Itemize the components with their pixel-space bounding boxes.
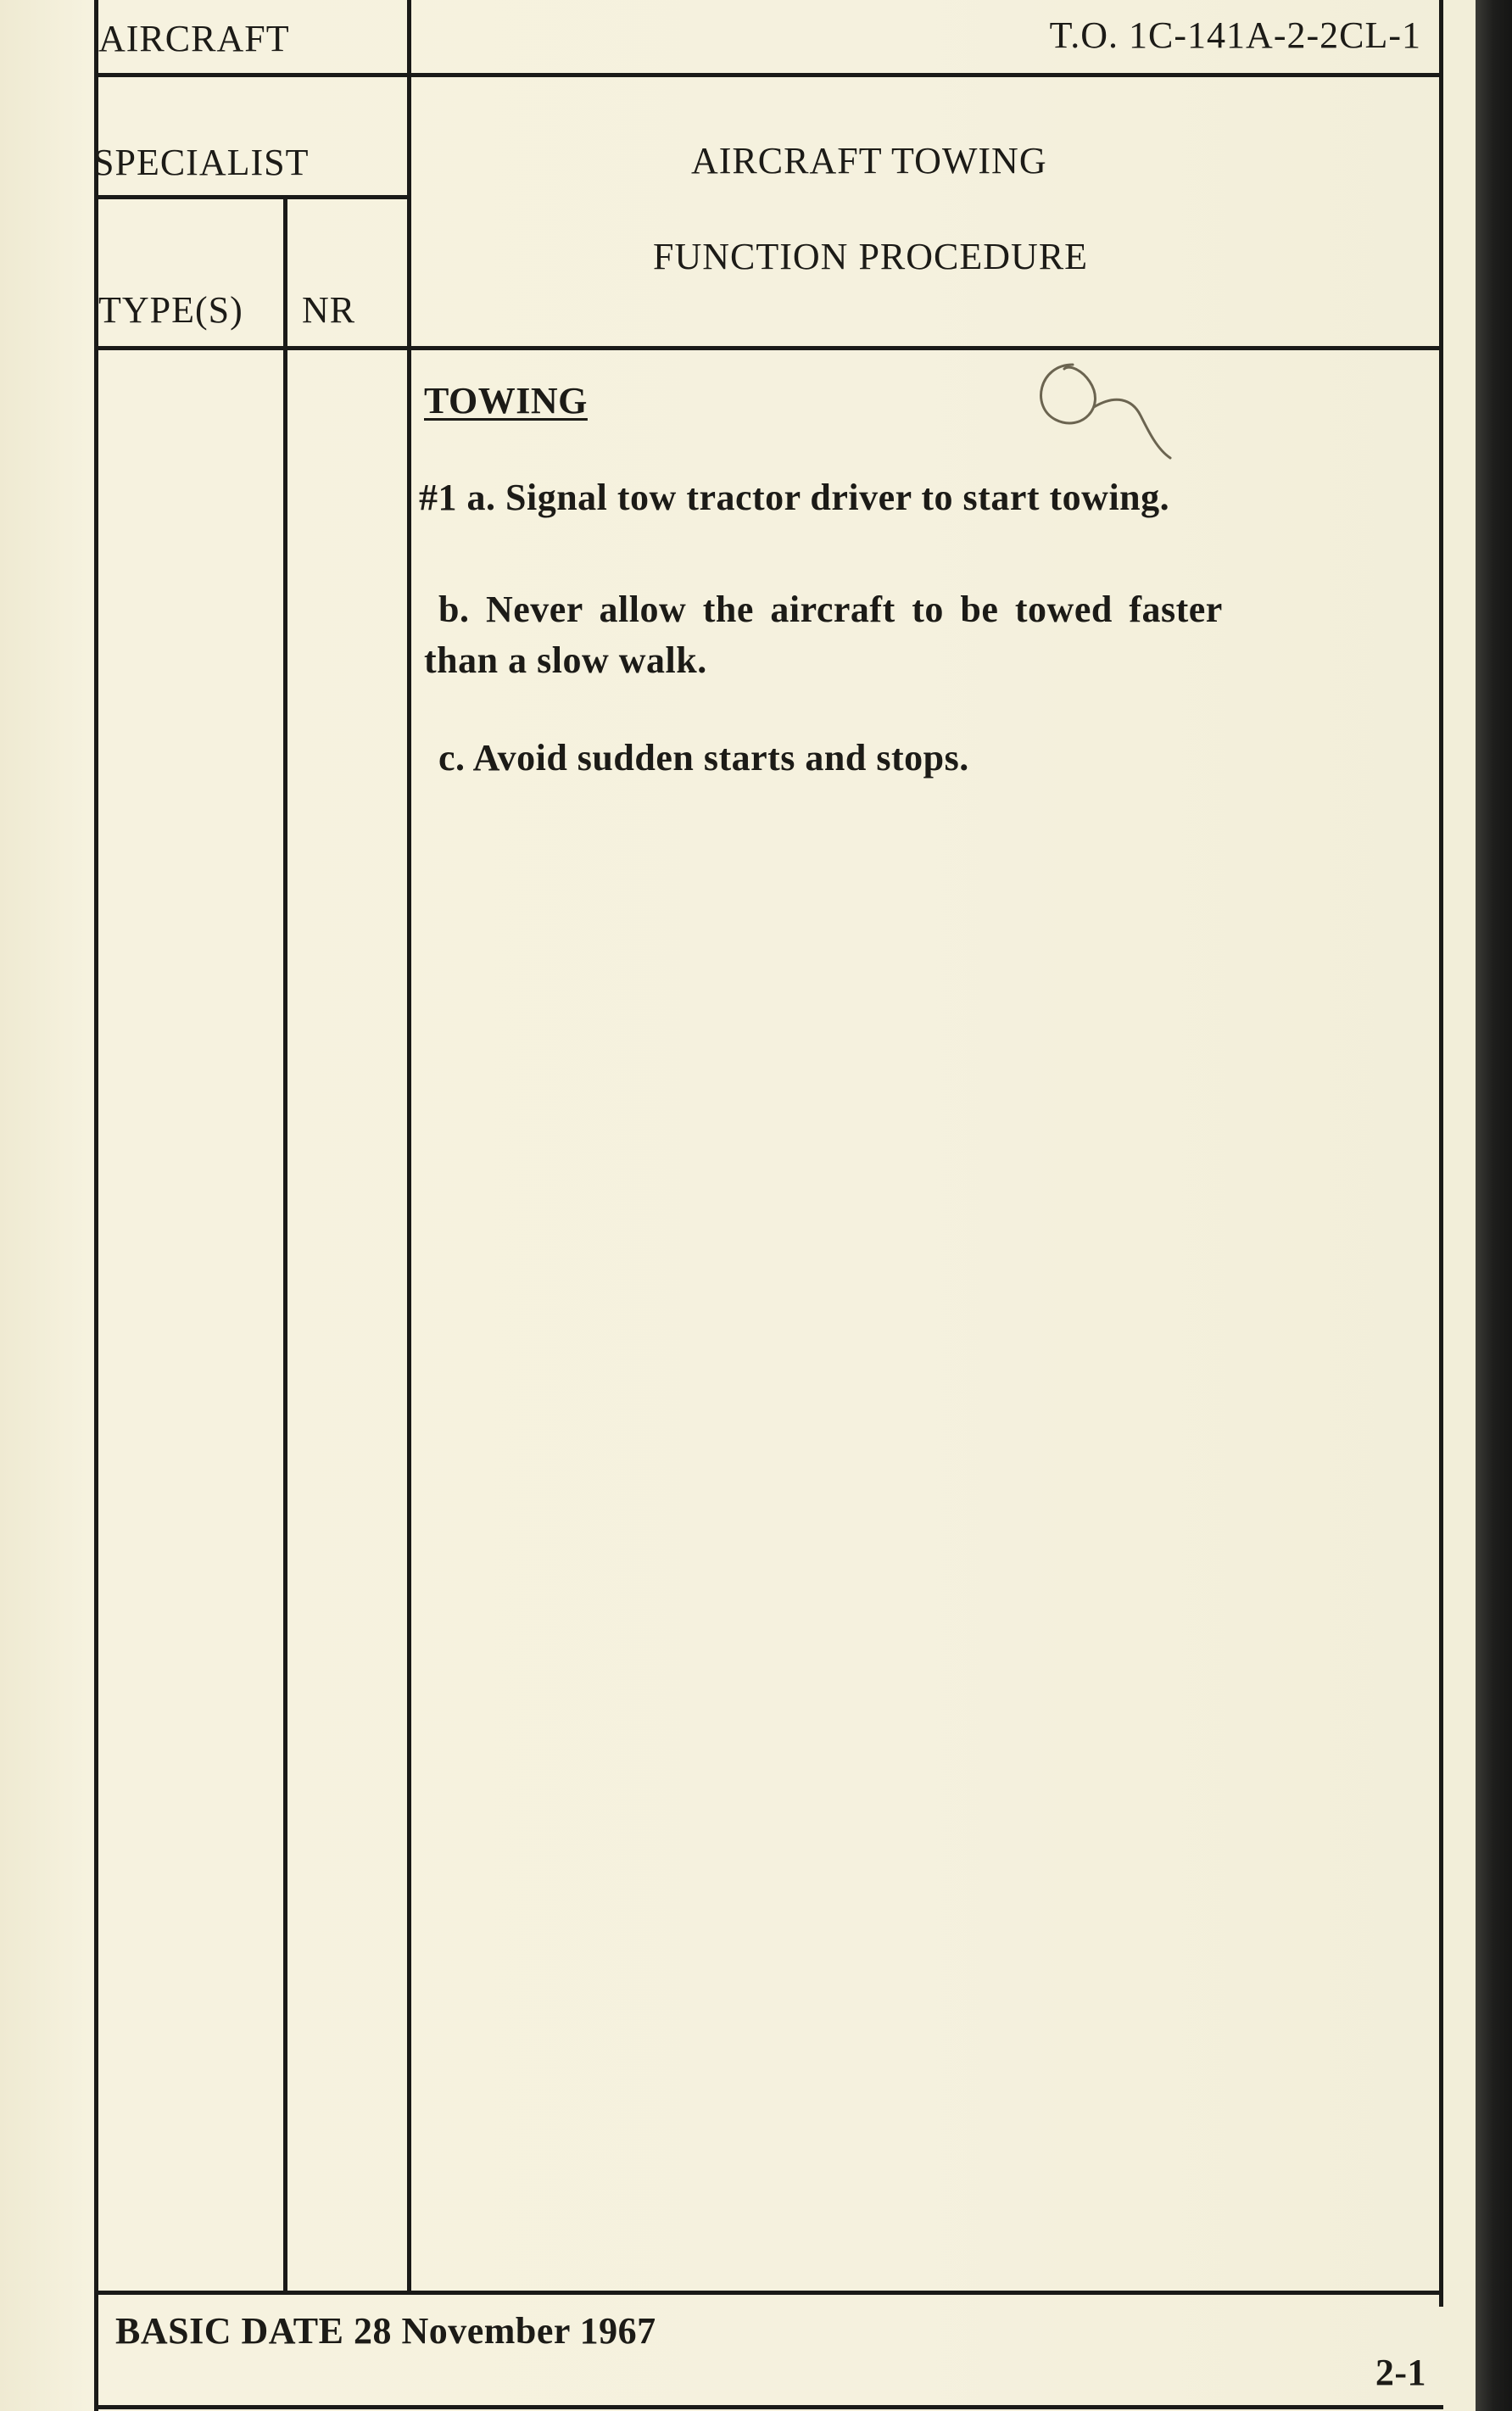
- row-divider-1: [94, 73, 1443, 77]
- to-number: T.O. 1C-141A-2-2CL-1: [1049, 14, 1421, 56]
- page-number: 2-1: [1375, 2352, 1426, 2393]
- specialist-label: SPECIALIST: [93, 142, 310, 183]
- types-label: TYPE(S): [98, 289, 243, 331]
- types-nr-divider: [283, 197, 287, 2291]
- outer-left-border: [94, 0, 98, 2411]
- header-divider-vertical: [407, 0, 411, 2291]
- procedure-title: AIRCRAFT TOWING: [691, 140, 1047, 181]
- section-heading: TOWING: [424, 380, 588, 421]
- header-bottom-divider: [94, 346, 1443, 350]
- bottom-border: [94, 2405, 1443, 2409]
- aircraft-label: AIRCRAFT: [98, 18, 290, 59]
- nr-label: NR: [302, 289, 356, 331]
- step-1b-line1: b. Never allow the aircraft to be towed faster: [438, 589, 1223, 630]
- step-1b-line2: than a slow walk.: [424, 639, 707, 681]
- procedure-subtitle: FUNCTION PROCEDURE: [653, 236, 1089, 277]
- step-1c: c. Avoid sudden starts and stops.: [438, 737, 969, 779]
- footer-divider: [94, 2291, 1443, 2295]
- step-1a: #1 a. Signal tow tractor driver to start towing.: [419, 477, 1170, 518]
- pen-scribble-mark: [1022, 348, 1174, 466]
- scan-edge: [1476, 0, 1512, 2411]
- specialist-divider: [94, 195, 411, 199]
- basic-date: BASIC DATE 28 November 1967: [115, 2310, 656, 2352]
